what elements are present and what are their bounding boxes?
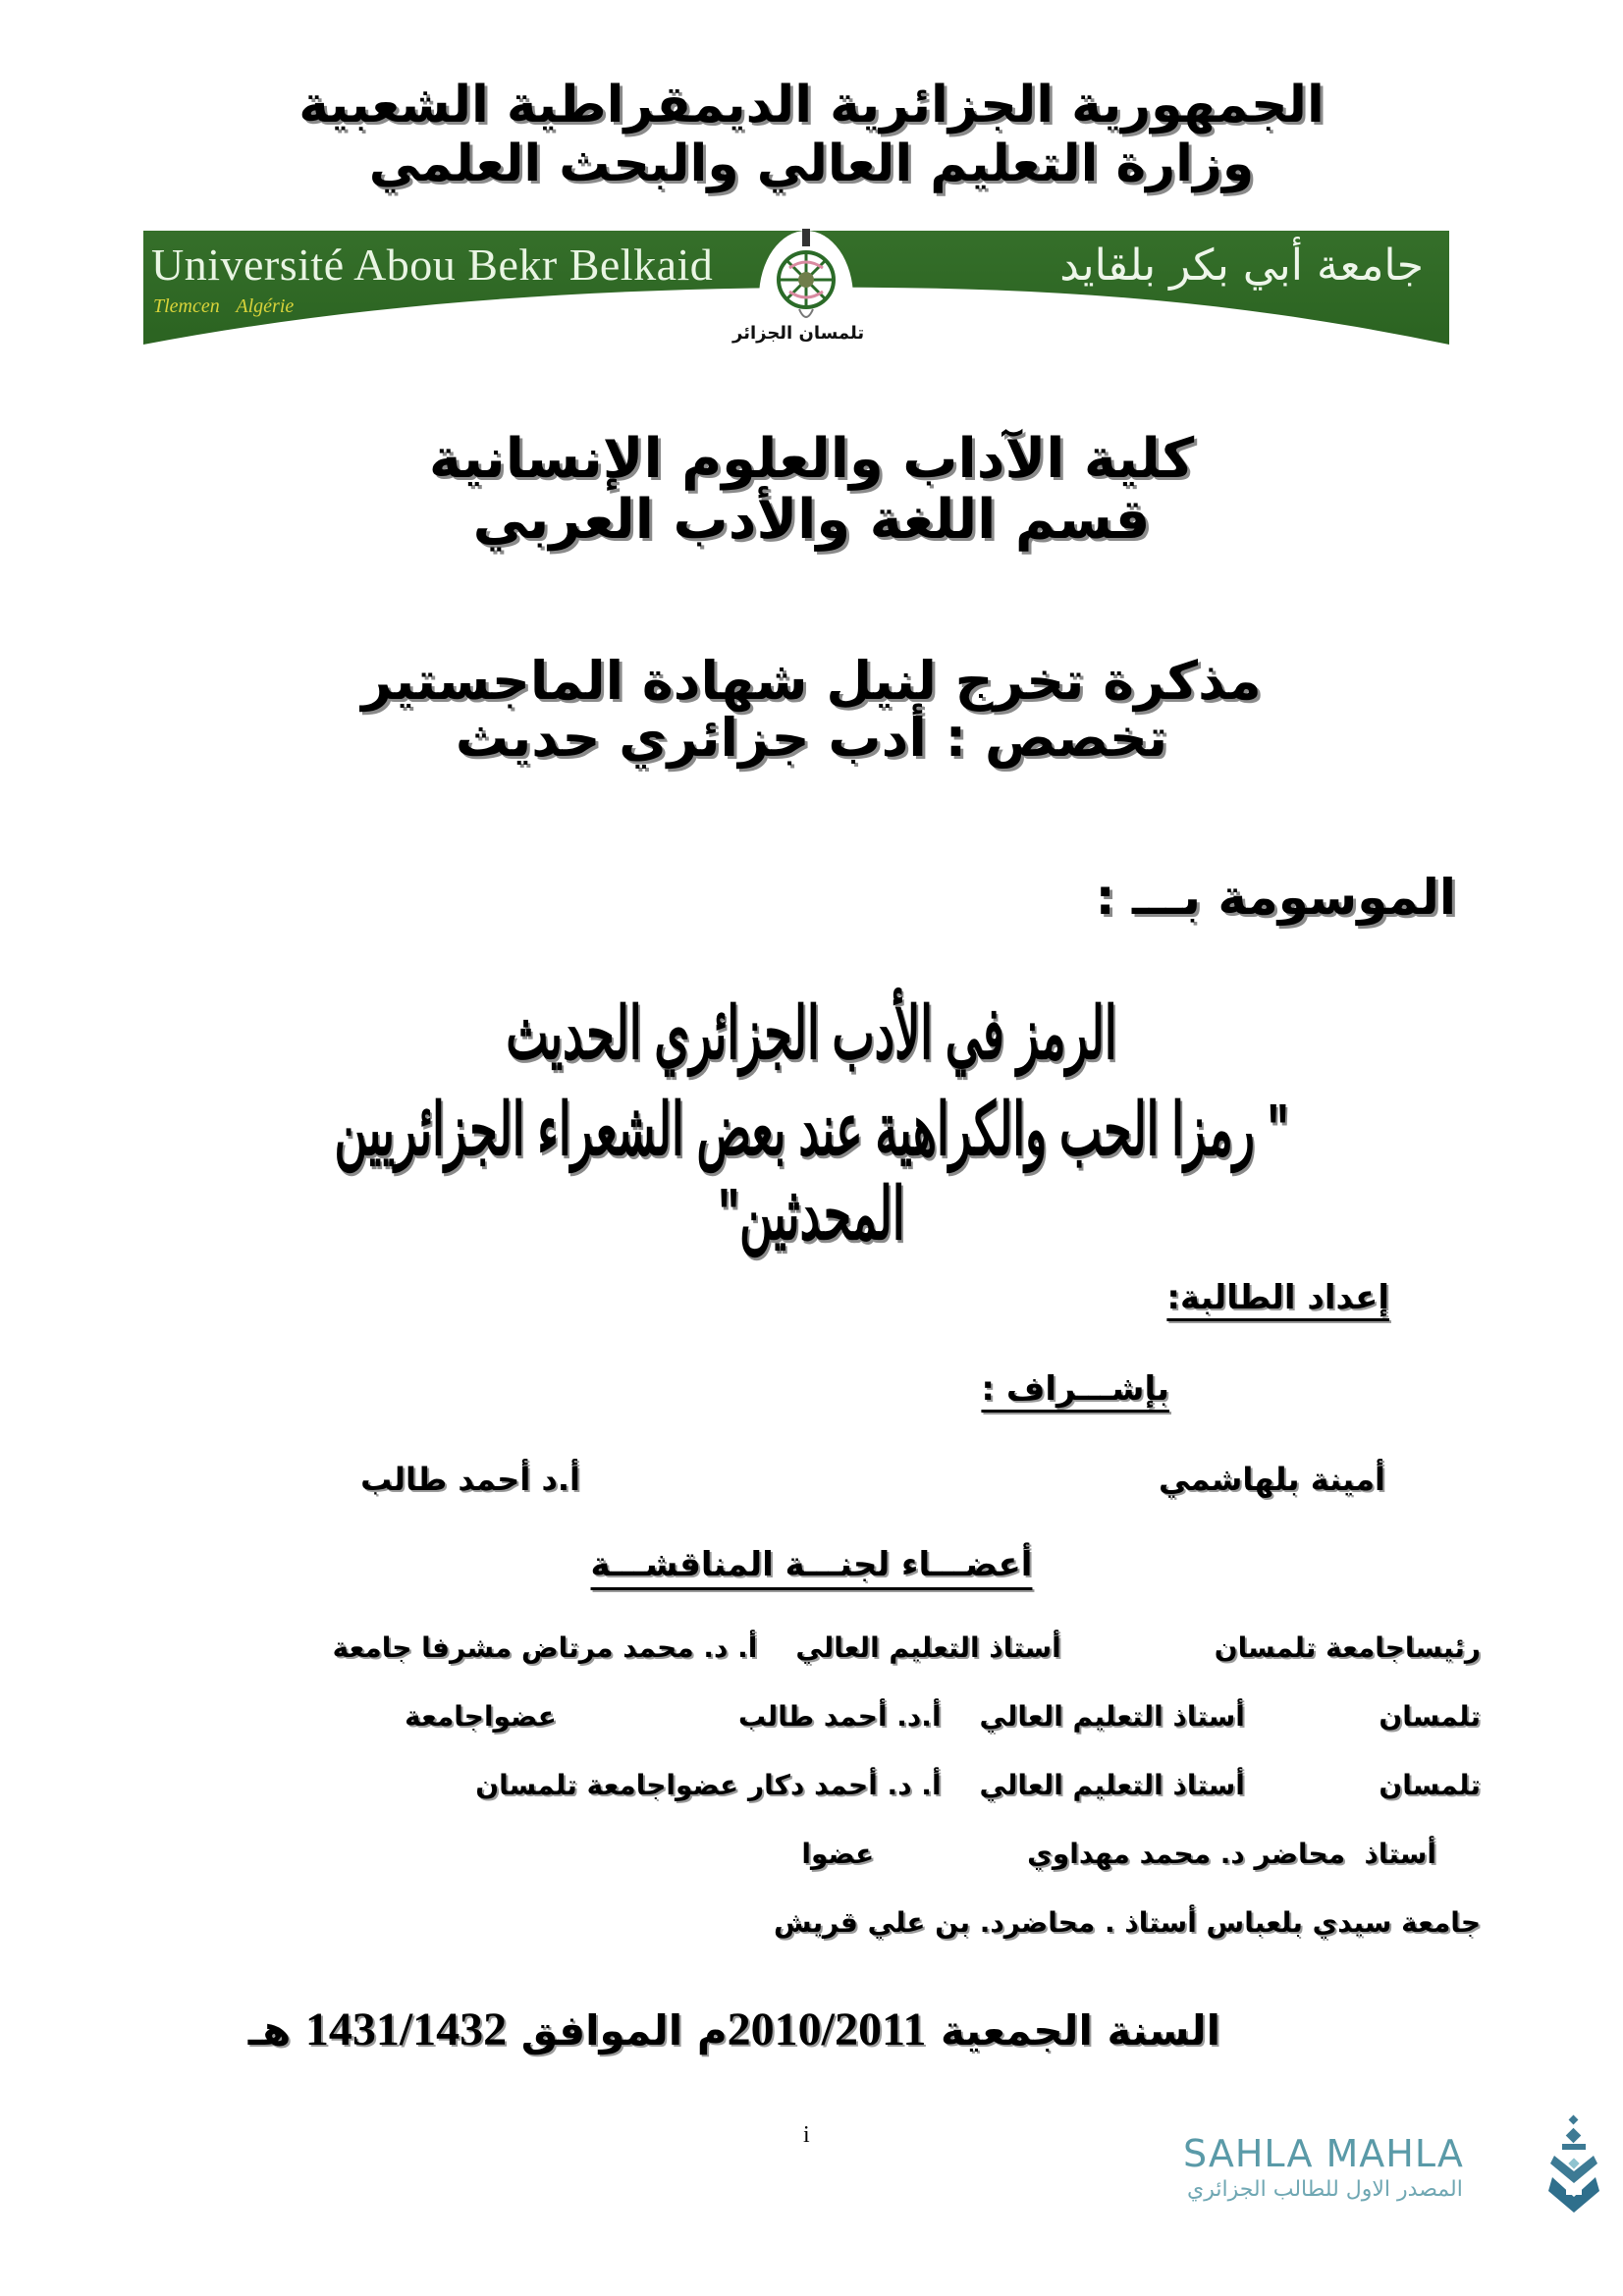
- department-heading: قسم اللغة والأدب العربي: [472, 488, 1151, 552]
- degree-heading: مذكرة تخرج لنيل شهادة الماجستير: [361, 650, 1262, 712]
- thesis-title: الرمز في الأدب الجزائري الحديث: [506, 992, 1117, 1074]
- committee-title: أعضـــاء لجنـــة المناقشـــة: [590, 1545, 1033, 1584]
- university-banner: [143, 229, 1449, 351]
- committee-row: تلمسان أستاذ التعليم العالي أ.د. أحمد طالب عضواجامعة: [405, 1700, 1481, 1733]
- year-suffix: هـ: [247, 2006, 292, 2055]
- year-middle: م الموافق: [520, 2006, 728, 2055]
- supervisor-name: أ.د أحمد طالب: [360, 1461, 580, 1498]
- prepared-by-label: إعداد الطالبة:: [1166, 1278, 1389, 1317]
- watermark-brand: SAHLA MAHLA: [1183, 2132, 1464, 2175]
- gregorian-year: 2010/2011: [727, 2003, 927, 2056]
- hijri-year: 1431/1432: [304, 2003, 508, 2056]
- committee-row: تلمسان أستاذ التعليم العالي أ. د. أحمد دكار عضواجامعة تلمسان: [475, 1769, 1481, 1801]
- university-location-fr: Tlemcen Algérie: [153, 295, 295, 317]
- emblem-caption: تلمسان الجزائر: [732, 323, 865, 344]
- year-prefix: السنة الجمعية: [940, 2006, 1220, 2055]
- committee-row: جامعة سيدي بلعباس أستاذ . محاضرد. بن علي قريش: [774, 1906, 1481, 1939]
- titled-label: الموسومة بـــ :: [1095, 869, 1456, 926]
- academic-year: [248, 2002, 1220, 2056]
- committee-row: أستاذ محاضر د. محمد مهداوي عضوا: [801, 1838, 1436, 1870]
- university-name-ar: جامعة أبي بكر بلقايد: [1059, 240, 1424, 291]
- page-number: i: [803, 2122, 810, 2148]
- watermark-tagline: المصدر الاول للطالب الجزائري: [1187, 2177, 1463, 2202]
- thesis-subtitle: " رمزا الحب والكراهية عند بعض الشعراء الجزائريين المحدثين": [334, 1089, 1289, 1255]
- sahla-mahla-watermark: [1183, 2120, 1596, 2228]
- republic-heading: الجمهورية الجزائرية الديمقراطية الشعبية: [298, 76, 1325, 134]
- sahla-mahla-logo-icon: [1548, 2112, 1599, 2215]
- committee-row: رئيساجامعة تلمسان أستاذ التعليم العالي أ. د. محمد مرتاض مشرفا جامعة: [332, 1631, 1481, 1664]
- specialty-heading: تخصص : أدب جزائري حديث: [455, 707, 1168, 769]
- supervision-label: بإشـــراف :: [981, 1369, 1169, 1409]
- ministry-heading: وزارة التعليم العالي والبحث العلمي: [368, 134, 1255, 193]
- faculty-heading: كلية الآداب والعلوم الإنسانية: [428, 427, 1195, 491]
- university-emblem-icon: [772, 229, 840, 327]
- student-name: أمينة بلهاشمي: [1159, 1461, 1385, 1498]
- university-name-fr: Université Abou Bekr Belkaid: [151, 240, 714, 290]
